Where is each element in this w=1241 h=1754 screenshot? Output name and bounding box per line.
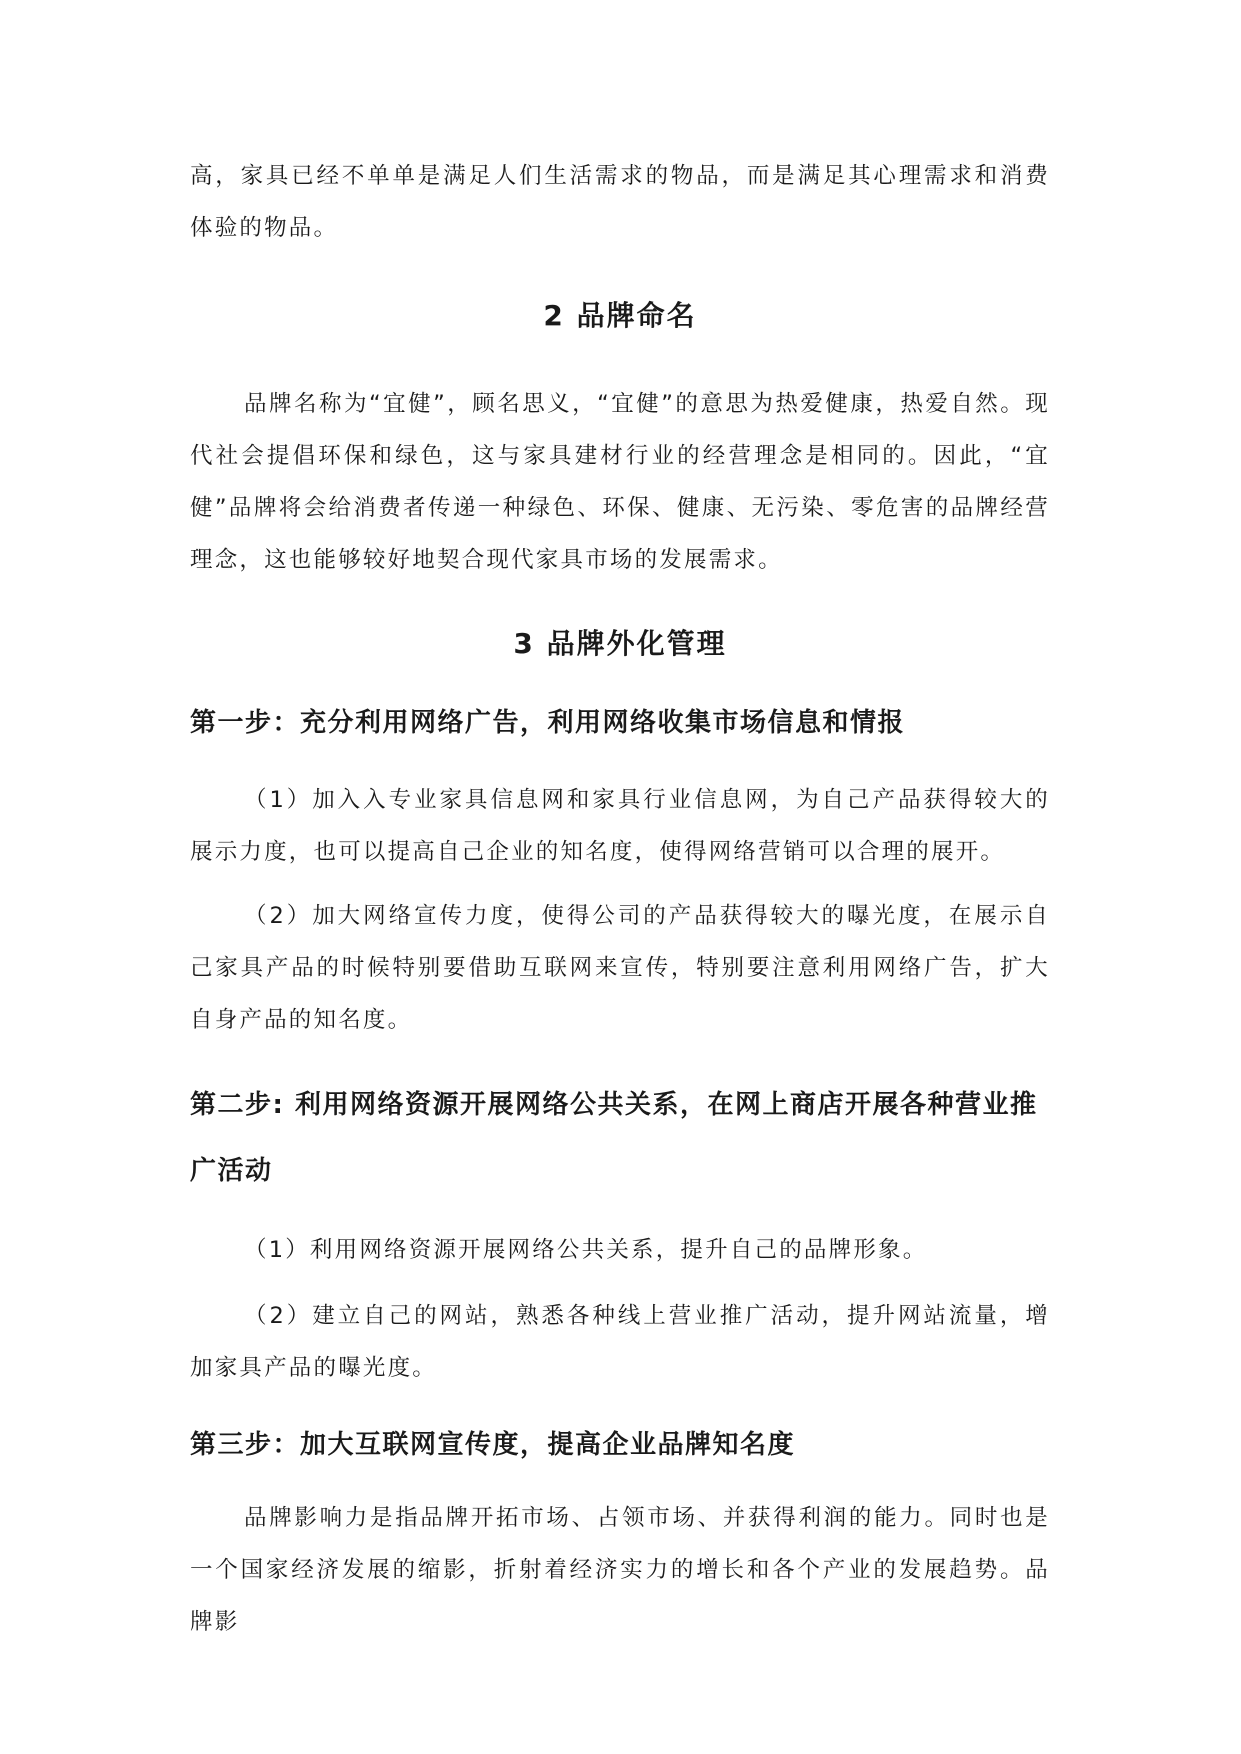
page-content bbox=[190, 150, 1050, 1662]
section-3-heading: 3 品牌外化管理 bbox=[513, 627, 727, 660]
step-3-body: 品牌影响力是指品牌开拓市场、占领市场、并获得利润的能力。同时也是一个国家经济发展的缩影，折射着经济实力的增长和各个产业的发展趋势。品牌影 bbox=[190, 1505, 1050, 1635]
step-2-item-1: （1）利用网络资源开展网络公共关系，提升自己的品牌形象。 bbox=[244, 1237, 928, 1263]
intro-paragraph: 高，家具已经不单单是满足人们生活需求的物品，而是满足其心理需求和消费体验的物品。 bbox=[190, 163, 1050, 241]
section-2-body: 品牌名称为“宜健”，顾名思义，“宜健”的意思为热爱健康，热爱自然。现代社会提倡环保和绿色，这与家具建材行业的经营理念是相同的。因此，“宜健”品牌将会给消费者传递一种绿色、环保、健康、无污染、零危害的品牌经营理念，这也能够较好地契合现代家具市场的发展需求。 bbox=[190, 391, 1050, 573]
step-1-item-1: （1）加入入专业家具信息网和家具行业信息网，为自己产品获得较大的展示力度，也可以提高自己企业的知名度，使得网络营销可以合理的展开。 bbox=[190, 787, 1050, 865]
step-1-item-2: （2）加大网络宣传力度，使得公司的产品获得较大的曝光度，在展示自己家具产品的时候特别要借助互联网来宣传，特别要注意利用网络广告，扩大自身产品的知名度。 bbox=[190, 903, 1050, 1033]
step-1-heading: 第一步：充分利用网络广告，利用网络收集市场信息和情报 bbox=[190, 708, 906, 738]
step-2-heading: 第二步: 利用网络资源开展网络公共关系，在网上商店开展各种营业推广活动 bbox=[190, 1090, 1038, 1186]
step-2-item-2: （2）建立自己的网站，熟悉各种线上营业推广活动，提升网站流量，增加家具产品的曝光度。 bbox=[190, 1303, 1050, 1381]
section-2-heading: 2 品牌命名 bbox=[543, 299, 697, 332]
step-3-heading: 第三步：加大互联网宣传度，提高企业品牌知名度 bbox=[190, 1430, 796, 1460]
